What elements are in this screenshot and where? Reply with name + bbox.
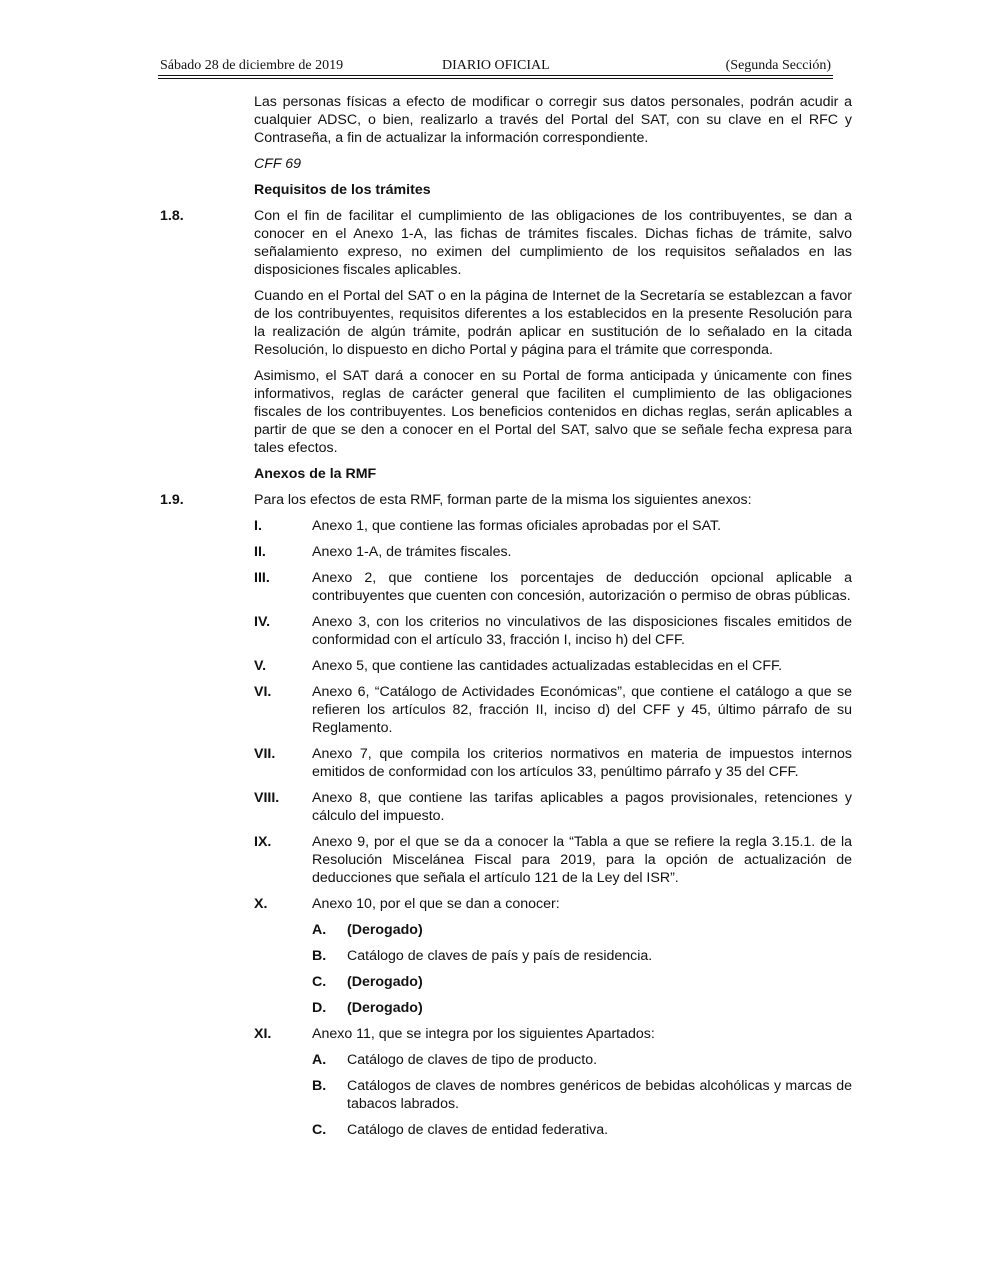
list-item-label: A. [312,1052,327,1068]
list-item-label: VI. [254,684,272,700]
list-item-label: IV. [254,614,271,630]
list-item [160,745,852,781]
block-text: Catálogo de claves de entidad federativa. [347,1122,609,1138]
list-item-label: A. [312,922,327,938]
list-item-label: III. [254,570,270,586]
block-text: Cuando en el Portal del SAT o en la página de Internet de la Secretaría se establezcan a favor de los contribuyentes, requisitos diferentes a los establecidos en la presente Resolución para la realización de algún trámite, podrán aplicar en sustitución de lo señalado en la citada Resolución, lo dispuesto en dicho Portal y página para el trámite que corresponda. [254,288,852,358]
list-item-label: D. [312,1000,327,1016]
header-section: (Segunda Sección) [725,58,831,73]
list-item [160,543,852,561]
list-item-label: IX. [254,834,272,850]
block-text: Catálogo de claves de tipo de producto. [347,1052,598,1068]
header-title: DIARIO OFICIAL [442,58,550,73]
block-text: Catálogos de claves de nombres genéricos de bebidas alcohólicas y marcas de tabacos labrados. [347,1078,852,1112]
block-text: Asimismo, el SAT dará a conocer en su Portal de forma anticipada y únicamente con fines informativos, reglas de carácter general que faciliten el cumplimiento de las obligaciones fiscales de los contribuyentes. Los beneficios contenidos en dichas reglas, serán aplicables a partir de que se den a conocer en el Portal del SAT, salvo que se señale fecha expresa para tales efectos. [254,368,852,456]
header-date: Sábado 28 de diciembre de 2019 [160,58,344,73]
list-item-label: VII. [254,746,276,762]
block-text: Anexo 9, por el que se da a conocer la “Tabla a que se refiere la regla 3.15.1. de la Resolución Miscelánea Fiscal para 2019, para la opción de actualización de deducciones que señala el artículo 121 de la Ley del ISR”. [312,834,852,886]
list-item-label: VIII. [254,790,280,806]
list-item [160,921,852,939]
block-text: Anexo 6, “Catálogo de Actividades Económicas”, que contiene el catálogo a que se refieren los artículos 82, fracción II, inciso d) del CFF y 45, último párrafo de su Reglamento. [312,684,852,736]
list-item-label: C. [312,1122,327,1138]
block-text: Anexo 1, que contiene las formas oficiales aprobadas por el SAT. [312,518,722,534]
block-text: Anexo 1-A, de trámites fiscales. [312,544,512,560]
list-item [160,833,852,887]
section-heading [160,465,852,483]
block-text: Anexo 11, que se integra por los siguientes Apartados: [312,1026,655,1042]
block-text: Anexo 3, con los criterios no vinculativos de las disposiciones fiscales emitidos de conformidad con el artículo 33, fracción I, inciso h) del CFF. [312,614,852,648]
block-text: CFF 69 [254,156,302,172]
header-rule [158,75,833,76]
block-text: Requisitos de los trámites [254,182,431,198]
block-text: Anexo 5, que contiene las cantidades actualizadas establecidas en el CFF. [312,658,783,674]
paragraph [160,93,852,147]
list-item [160,1077,852,1113]
list-item-label: C. [312,974,327,990]
rule-number: 1.8. [160,208,184,224]
list-item [160,789,852,825]
block-text: Anexo 2, que contiene los porcentajes de deducción opcional aplicable a contribuyentes que cuenten con concesión, autorización o permiso de obras públicas. [312,570,852,604]
list-item [160,895,852,913]
block-text: Catálogo de claves de país y país de residencia. [347,948,653,964]
list-item-label: B. [312,1078,327,1094]
block-text: (Derogado) [347,1000,423,1016]
list-item [160,1025,852,1043]
block-text: Las personas físicas a efecto de modificar o corregir sus datos personales, podrán acudir a cualquier ADSC, o bien, realizarlo a través del Portal del SAT, con su clave en el RFC y Contraseña, a fin de actualizar la información correspondiente. [254,94,852,146]
list-item-label: I. [254,518,262,534]
list-item-label: B. [312,948,327,964]
paragraph [160,491,852,509]
block-text: Para los efectos de esta RMF, forman parte de la misma los siguientes anexos: [254,492,752,508]
paragraph [160,207,852,279]
document-body [160,93,852,1147]
header-rule-double [158,78,833,79]
rule-number: 1.9. [160,492,184,508]
list-item [160,947,852,965]
list-item [160,1051,852,1069]
list-item [160,613,852,649]
section-heading [160,181,852,199]
block-text: Anexo 7, que compila los criterios normativos en materia de impuestos internos emitidos de conformidad con los artículos 33, penúltimo párrafo y 35 del CFF. [312,746,852,780]
paragraph [160,155,852,173]
block-text: (Derogado) [347,922,423,938]
block-text: Anexos de la RMF [254,466,377,482]
list-item-label: XI. [254,1026,272,1042]
list-item [160,683,852,737]
block-text: (Derogado) [347,974,423,990]
block-text: Con el fin de facilitar el cumplimiento de las obligaciones de los contribuyentes, se dan a conocer en el Anexo 1-A, las fichas de trámites fiscales. Dichas fichas de trámite, salvo señalamiento expreso, no eximen del cumplimiento de los requisitos señalados en las disposiciones fiscales aplicables. [254,208,852,278]
list-item [160,569,852,605]
list-item [160,973,852,991]
list-item [160,1121,852,1139]
block-text: Anexo 8, que contiene las tarifas aplicables a pagos provisionales, retenciones y cálculo del impuesto. [312,790,852,824]
list-item-label: II. [254,544,266,560]
list-item [160,999,852,1017]
list-item [160,657,852,675]
page-header [160,58,831,76]
list-item [160,517,852,535]
paragraph [160,287,852,359]
block-text: Anexo 10, por el que se dan a conocer: [312,896,560,912]
list-item-label: V. [254,658,267,674]
list-item-label: X. [254,896,268,912]
paragraph [160,367,852,457]
